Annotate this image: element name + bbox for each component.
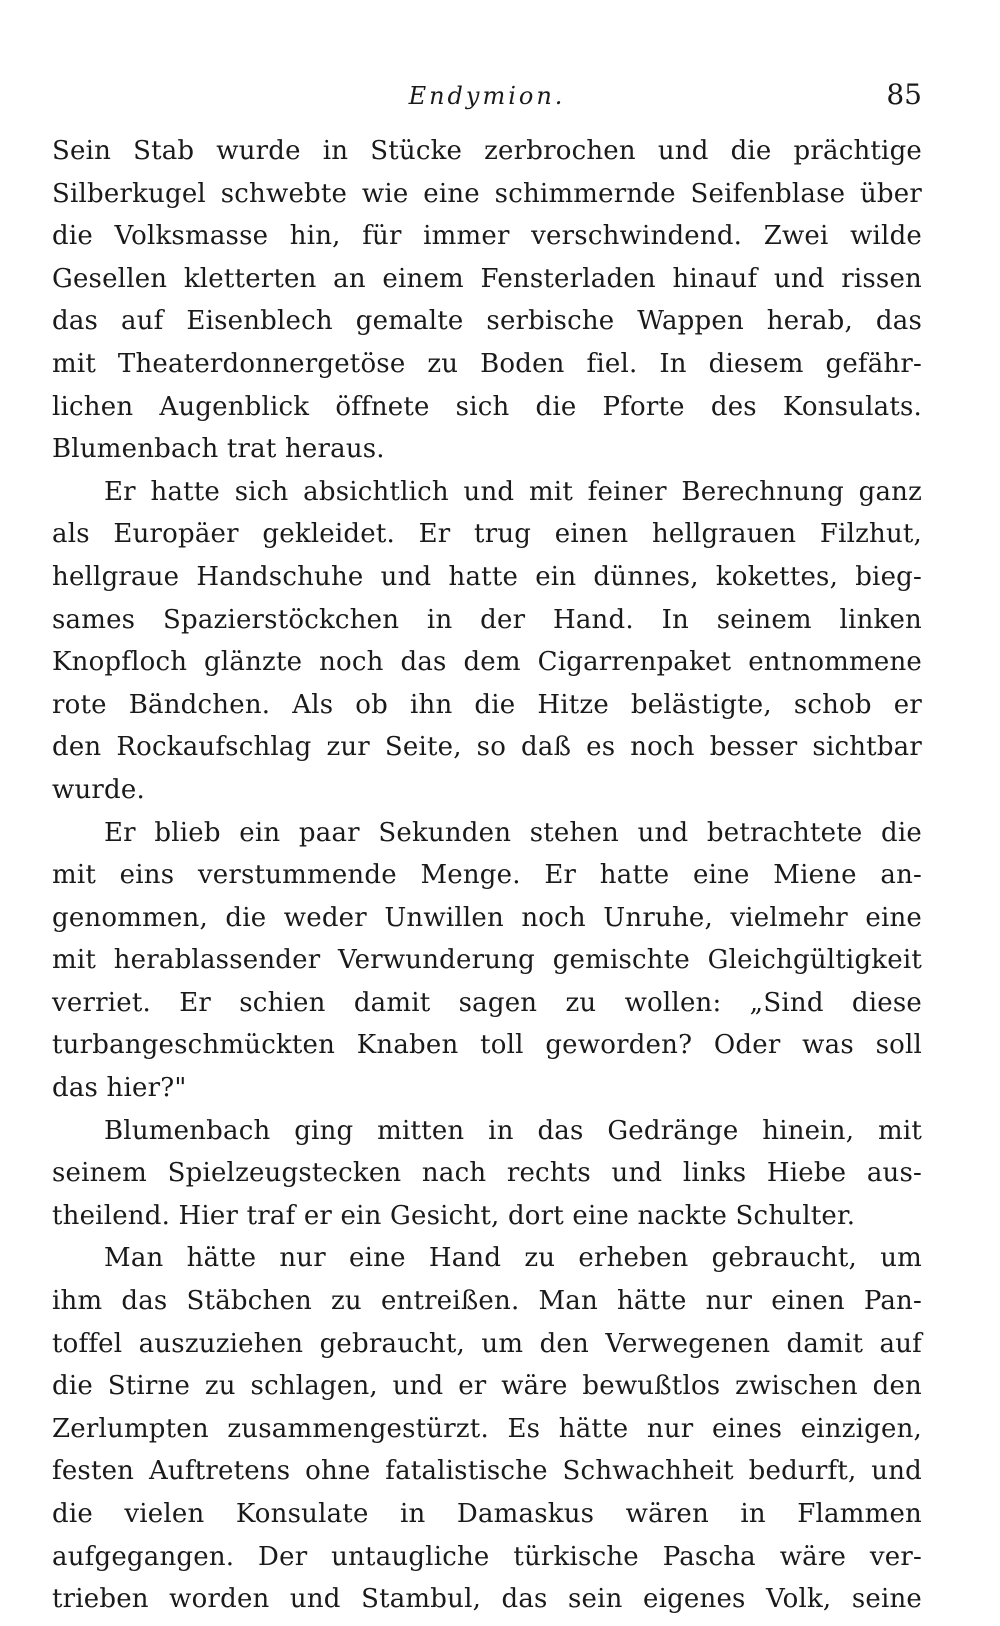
body-text — [52, 130, 922, 1621]
text-line: das hier?" — [52, 1073, 187, 1104]
text-line: ihm das Stäbchen zu entreißen. Man hätte nur einen Pan- — [52, 1286, 922, 1317]
text-line: die vielen Konsulate in Damaskus wären in Flammen — [52, 1499, 922, 1529]
text-line: Er hatte sich absichtlich und mit feiner Berechnung ganz — [104, 476, 922, 507]
text-line: hellgraue Handschuhe und hatte ein dünnes, kokettes, bieg- — [52, 561, 922, 592]
text-line: turbangeschmückten Knaben toll geworden? Oder was soll — [52, 1030, 922, 1061]
text-line: die Stirne zu schlagen, und er wäre bewußtlos zwischen den — [52, 1371, 922, 1402]
text-line: Blumenbach trat heraus. — [52, 434, 385, 465]
text-line: lichen Augenblick öffnete sich die Pforte des Konsulats. — [52, 391, 922, 422]
text-line: wurde. — [52, 774, 145, 805]
text-line: sames Spazierstöckchen in der Hand. In seinem linken — [52, 604, 922, 635]
text-line: mit herablassender Verwunderung gemischte Gleichgültigkeit — [52, 945, 922, 976]
page-header — [52, 78, 922, 118]
text-line: als Europäer gekleidet. Er trug einen hellgrauen Filzhut, — [52, 519, 922, 550]
text-line: mit eins verstummende Menge. Er hatte eine Miene an- — [52, 860, 922, 891]
text-line: Silberkugel schwebte wie eine schimmernde Seifenblase über — [52, 178, 922, 209]
text-line: mit Theaterdonnergetöse zu Boden fiel. In diesem gefähr- — [52, 348, 922, 379]
text-line: trieben worden und Stambul, das sein eigenes Volk, seine — [52, 1584, 922, 1615]
text-line: Blumenbach ging mitten in das Gedränge hinein, mit — [104, 1115, 922, 1146]
text-line: Knopfloch glänzte noch das dem Cigarrenpaket entnommene — [52, 647, 922, 678]
text-line: genommen, die weder Unwillen noch Unruhe, vielmehr eine — [52, 902, 922, 933]
text-line: festen Auftretens ohne fatalistische Schwachheit bedurft, und — [52, 1456, 922, 1487]
text-line: die Volksmasse hin, für immer verschwindend. Zwei wilde — [52, 221, 922, 252]
text-line: seinem Spielzeugstecken nach rechts und links Hiebe aus- — [52, 1158, 922, 1189]
text-line: theilend. Hier traf er ein Gesicht, dort eine nackte Schulter. — [52, 1200, 856, 1231]
text-line: rote Bändchen. Als ob ihn die Hitze belästigte, schob er — [52, 689, 922, 720]
running-title: Endymion. — [408, 82, 566, 110]
text-line: das auf Eisenblech gemalte serbische Wappen herab, das — [52, 306, 922, 337]
text-line: aufgegangen. Der untaugliche türkische Pascha wäre ver- — [52, 1541, 922, 1572]
text-line: Er blieb ein paar Sekunden stehen und betrachtete die — [104, 817, 922, 848]
text-line: toffel auszuziehen gebraucht, um den Verwegenen damit auf — [52, 1328, 922, 1359]
text-line: verriet. Er schien damit sagen zu wollen: „Sind diese — [52, 987, 922, 1018]
text-line: Gesellen kletterten an einem Fensterladen hinauf und rissen — [52, 263, 922, 294]
page-number: 85 — [886, 78, 922, 111]
text-line: Zerlumpten zusammengestürzt. Es hätte nur eines einzigen, — [52, 1413, 922, 1444]
text-line: Sein Stab wurde in Stücke zerbrochen und die prächtige — [52, 136, 922, 166]
text-line: den Rockaufschlag zur Seite, so daß es noch besser sichtbar — [52, 732, 922, 763]
text-line: Man hätte nur eine Hand zu erheben gebraucht, um — [104, 1243, 922, 1274]
